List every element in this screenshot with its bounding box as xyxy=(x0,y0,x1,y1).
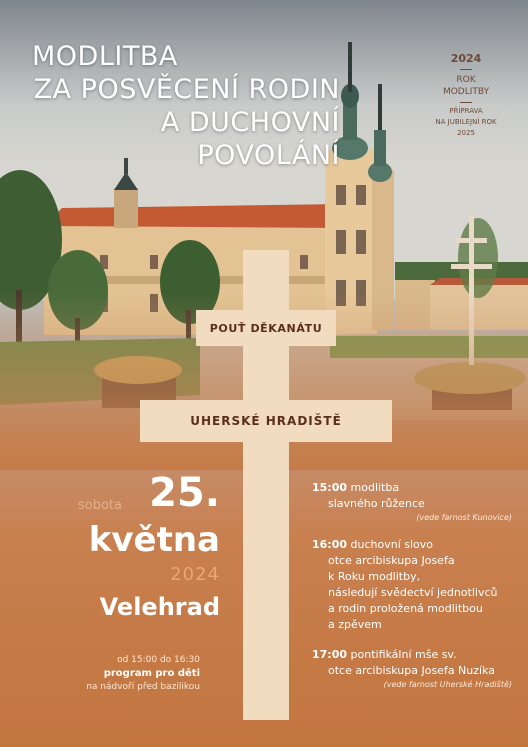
item-note: (vede farnost Kunovice) xyxy=(416,513,512,522)
program-schedule xyxy=(312,480,512,704)
modlitby-label: MODLITBY xyxy=(442,87,490,97)
year-of-prayer-box xyxy=(418,52,514,138)
year-label: 2024 xyxy=(450,52,482,65)
divider xyxy=(460,69,472,70)
poster-title xyxy=(0,40,340,172)
kids-program xyxy=(60,655,200,692)
item-title: modlitba xyxy=(350,481,400,494)
cross-main-bar xyxy=(140,400,392,442)
jubilee-year: 2025 xyxy=(457,129,475,137)
title-line-3: A DUCHOVNÍ xyxy=(160,107,340,138)
item-time: 15:00 xyxy=(312,481,348,494)
item-line: slavného růžence xyxy=(328,497,425,510)
rok-label: ROK xyxy=(456,75,476,85)
cross-top-bar xyxy=(196,310,336,346)
year: 2024 xyxy=(170,564,220,585)
title-line-4: POVOLÁNÍ xyxy=(197,140,340,171)
item-title: pontifikální mše sv. xyxy=(350,648,457,661)
item-line: k Roku modlitby, xyxy=(328,570,421,583)
jubilee-label: NA JUBILEJNÍ ROK xyxy=(435,118,497,126)
divider xyxy=(460,102,472,103)
kids-label: program pro děti xyxy=(103,668,200,679)
location: Velehrad xyxy=(99,593,220,621)
program-item xyxy=(312,537,512,633)
deanery-label: UHERSKÉ HRADIŠTĚ xyxy=(190,414,342,428)
item-line: otce arcibiskupa Josefa Nuzíka xyxy=(328,664,496,677)
item-line: otce arcibiskupa Josefa xyxy=(328,554,455,567)
priprava-label: PŘÍPRAVA xyxy=(449,107,483,115)
program-item xyxy=(312,480,512,523)
title-line-2: ZA POSVĚCENÍ RODIN xyxy=(33,74,340,105)
item-line: následují svědectví jednotlivců xyxy=(328,586,498,599)
kids-time: od 15:00 do 16:30 xyxy=(117,655,200,665)
item-line: a rodin proložená modlitbou xyxy=(328,602,483,615)
item-title: duchovní slovo xyxy=(350,538,434,551)
item-time: 17:00 xyxy=(312,648,348,661)
kids-place: na nádvoří před bazilikou xyxy=(86,682,200,692)
pilgrimage-label: POUŤ DĚKANÁTU xyxy=(209,321,323,335)
item-time: 16:00 xyxy=(312,538,348,551)
day: 25. xyxy=(149,470,220,516)
event-date xyxy=(60,470,220,621)
month: května xyxy=(88,520,220,560)
item-note: (vede farnost Uherské Hradiště) xyxy=(383,680,512,689)
program-item xyxy=(312,647,512,690)
item-line: a zpěvem xyxy=(328,618,382,631)
title-line-1: MODLITBA xyxy=(32,41,178,72)
weekday: sobota xyxy=(78,498,122,513)
